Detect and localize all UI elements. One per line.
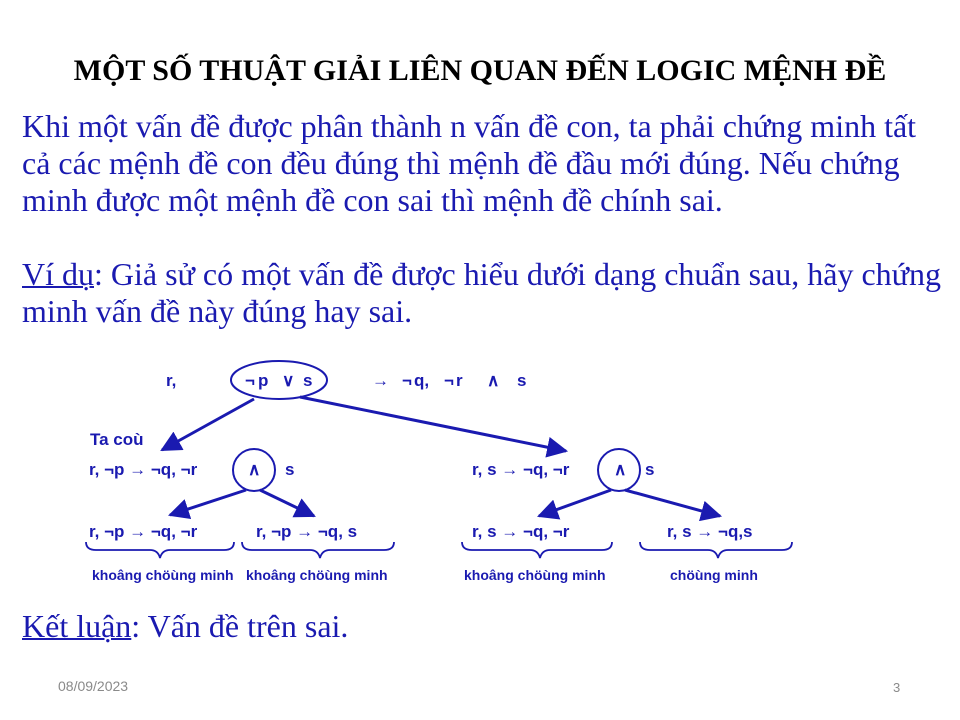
left-node-and-symbol: ∧ xyxy=(248,460,261,479)
right-node-and-symbol: ∧ xyxy=(614,460,627,479)
conclusion-text: : Vấn đề trên sai. xyxy=(131,608,349,644)
intro-paragraph: Khi một vấn đề được phân thành n vấn đề con, ta phải chứng minh tất cả các mệnh đề con đều đúng thì mệnh đề đầu mới đúng. Nếu chứng minh được một mệnh đề con sai thì mệnh đề chính sai. xyxy=(22,108,917,218)
leaf-4-formula: r, s → ¬q,s xyxy=(667,522,753,541)
right-node-s: s xyxy=(645,460,655,479)
leaf-4-status: chöùng minh xyxy=(670,567,758,583)
root-neg-symbol-2: ¬ xyxy=(402,371,412,390)
root-q: q, xyxy=(414,371,430,390)
leaf-1-status: khoâng chöùng minh xyxy=(92,567,234,583)
right-to-leaf3-arrow xyxy=(539,490,611,516)
root-neg-symbol-3: ¬ xyxy=(444,371,454,390)
example-paragraph xyxy=(22,256,947,330)
left-to-leaf2-arrow xyxy=(260,490,314,516)
leaf-2-formula: r, ¬p → ¬q, s xyxy=(256,522,358,541)
example-label: Ví dụ xyxy=(22,256,94,292)
leaf-1-brace xyxy=(86,542,234,558)
root-and-symbol: ∧ xyxy=(487,371,500,390)
root-p: p xyxy=(258,371,269,390)
root-s: s xyxy=(303,371,313,390)
leaf-3-formula: r, s → ¬q, ¬r xyxy=(472,522,570,541)
leaf-4-brace xyxy=(640,542,792,558)
root-to-right-arrow xyxy=(300,397,566,451)
leaf-1-formula: r, ¬p → ¬q, ¬r xyxy=(89,522,198,541)
leaf-3-brace xyxy=(462,542,612,558)
note-label: Ta coù xyxy=(90,430,144,449)
left-node-formula: r, ¬p → ¬q, ¬r xyxy=(89,460,198,479)
root-r: r, xyxy=(166,371,177,390)
root-arrow: → xyxy=(372,371,389,390)
left-to-leaf1-arrow xyxy=(170,490,246,515)
leaf-2-brace xyxy=(242,542,394,558)
left-node-s: s xyxy=(285,460,295,479)
leaf-2-status: khoâng chöùng minh xyxy=(246,567,388,583)
root-to-left-arrow xyxy=(162,399,254,450)
page-number: 3 xyxy=(893,680,901,695)
footer-date: 08/09/2023 xyxy=(58,678,129,694)
root-neg-symbol: ¬ xyxy=(245,371,255,390)
root-or-symbol: ∨ xyxy=(282,371,295,390)
leaf-3-status: khoâng chöùng minh xyxy=(464,567,606,583)
slide-title: MỘT SỐ THUẬT GIẢI LIÊN QUAN ĐẾN LOGIC MỆNH ĐỀ xyxy=(73,54,887,87)
root-formula xyxy=(166,371,526,390)
right-node-formula: r, s → ¬q, ¬r xyxy=(472,460,570,479)
conclusion-label: Kết luận xyxy=(22,608,132,644)
right-to-leaf4-arrow xyxy=(625,490,720,516)
proof-tree-diagram xyxy=(0,355,960,595)
example-text: : Giả sử có một vấn đề được hiểu dưới dạng chuẩn sau, hãy chứng minh vấn đề này đúng hay sai. xyxy=(22,256,942,329)
root-s2: s xyxy=(517,371,527,390)
root-r2: r xyxy=(456,371,463,390)
conclusion-paragraph xyxy=(22,608,947,645)
